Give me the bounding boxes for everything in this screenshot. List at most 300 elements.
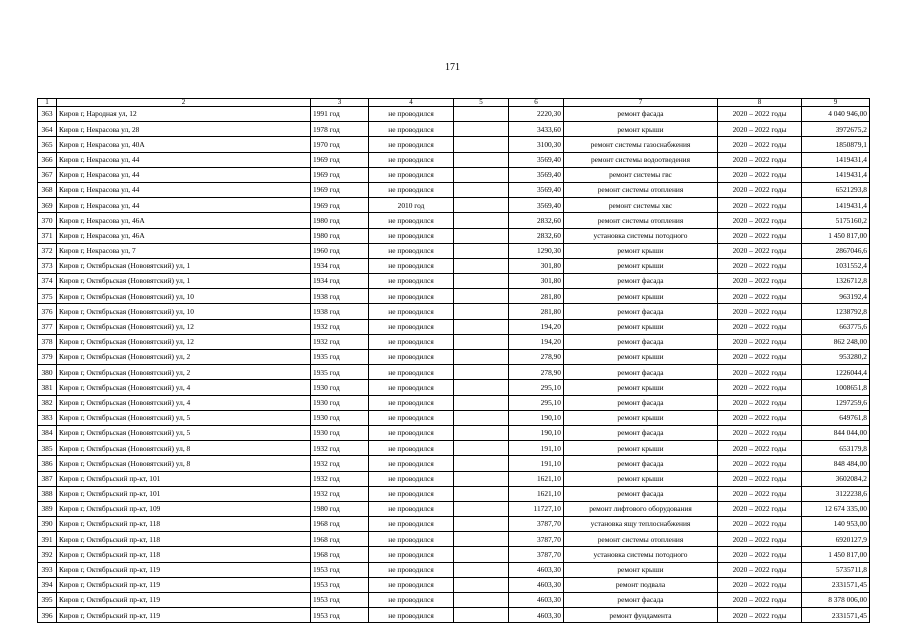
build-year-cell: 1938 год [311,304,369,319]
period-cell: 2020 – 2022 годы [718,228,802,243]
empty-cell [454,410,509,425]
last-repair-cell: не проводился [369,107,454,122]
cost-cell: 3602084,2 [802,471,870,486]
area-cell: 194,20 [509,319,564,334]
empty-cell [454,517,509,532]
row-number-cell: 381 [38,380,57,395]
last-repair-cell: не проводился [369,304,454,319]
column-header: 1 [38,99,57,107]
period-cell: 2020 – 2022 годы [718,289,802,304]
empty-cell [454,213,509,228]
area-cell: 301,80 [509,258,564,273]
period-cell: 2020 – 2022 годы [718,350,802,365]
row-number-cell: 378 [38,334,57,349]
cost-cell: 963192,4 [802,289,870,304]
build-year-cell: 1991 год [311,107,369,122]
last-repair-cell: не проводился [369,258,454,273]
row-number-cell: 386 [38,456,57,471]
address-cell: Киров г, Некрасова ул, 7 [57,243,311,258]
area-cell: 194,20 [509,334,564,349]
column-header: 2 [57,99,311,107]
address-cell: Киров г, Октябрьский пр-кт, 109 [57,501,311,516]
work-type-cell: установка системы потодного [564,228,718,243]
last-repair-cell: не проводился [369,137,454,152]
row-number-cell: 373 [38,258,57,273]
row-number-cell: 388 [38,486,57,501]
row-number-cell: 385 [38,441,57,456]
address-cell: Киров г, Октябрьский пр-кт, 119 [57,562,311,577]
build-year-cell: 1930 год [311,410,369,425]
table-row [38,562,870,577]
area-cell: 295,10 [509,380,564,395]
area-cell: 190,10 [509,425,564,440]
table-row [38,228,870,243]
row-number-cell: 384 [38,425,57,440]
last-repair-cell: не проводился [369,182,454,197]
table-row [38,532,870,547]
area-cell: 278,90 [509,365,564,380]
period-cell: 2020 – 2022 годы [718,441,802,456]
table-row [38,395,870,410]
repair-schedule-table [37,98,870,623]
work-type-cell: ремонт фасада [564,593,718,608]
cost-cell: 3122238,6 [802,486,870,501]
period-cell: 2020 – 2022 годы [718,258,802,273]
table-row [38,137,870,152]
cost-cell: 1419431,4 [802,152,870,167]
empty-cell [454,152,509,167]
build-year-cell: 1969 год [311,198,369,213]
table-row [38,547,870,562]
row-number-cell: 363 [38,107,57,122]
table-row [38,365,870,380]
address-cell: Киров г, Некрасова ул, 44 [57,152,311,167]
period-cell: 2020 – 2022 годы [718,593,802,608]
row-number-cell: 365 [38,137,57,152]
table-row [38,213,870,228]
table-row [38,198,870,213]
row-number-cell: 371 [38,228,57,243]
column-header: 8 [718,99,802,107]
last-repair-cell: не проводился [369,395,454,410]
table-row [38,107,870,122]
work-type-cell: ремонт системы водоотведения [564,152,718,167]
address-cell: Киров г, Октябрьский пр-кт, 118 [57,532,311,547]
build-year-cell: 1932 год [311,334,369,349]
period-cell: 2020 – 2022 годы [718,167,802,182]
empty-cell [454,182,509,197]
last-repair-cell: не проводился [369,167,454,182]
work-type-cell: установка ящу теплоснабжения [564,517,718,532]
address-cell: Киров г, Октябрьский пр-кт, 101 [57,486,311,501]
area-cell: 2220,30 [509,107,564,122]
empty-cell [454,486,509,501]
cost-cell: 1226044,4 [802,365,870,380]
work-type-cell: ремонт фасада [564,304,718,319]
empty-cell [454,441,509,456]
row-number-cell: 393 [38,562,57,577]
area-cell: 295,10 [509,395,564,410]
address-cell: Киров г, Октябрьская (Нововятский) ул, 12 [57,334,311,349]
empty-cell [454,137,509,152]
work-type-cell: ремонт крыши [564,258,718,273]
address-cell: Киров г, Октябрьская (Нововятский) ул, 2 [57,350,311,365]
period-cell: 2020 – 2022 годы [718,456,802,471]
last-repair-cell: не проводился [369,441,454,456]
build-year-cell: 1980 год [311,501,369,516]
empty-cell [454,547,509,562]
cost-cell: 6920127,9 [802,532,870,547]
last-repair-cell: не проводился [369,350,454,365]
address-cell: Киров г, Октябрьская (Нововятский) ул, 4 [57,395,311,410]
build-year-cell: 1932 год [311,441,369,456]
empty-cell [454,122,509,137]
empty-cell [454,577,509,592]
area-cell: 3569,40 [509,198,564,213]
address-cell: Киров г, Октябрьская (Нововятский) ул, 8 [57,456,311,471]
period-cell: 2020 – 2022 годы [718,334,802,349]
area-cell: 191,10 [509,441,564,456]
area-cell: 11727,10 [509,501,564,516]
work-type-cell: ремонт фасада [564,365,718,380]
build-year-cell: 1953 год [311,562,369,577]
cost-cell: 2331571,45 [802,608,870,623]
area-cell: 1290,30 [509,243,564,258]
cost-cell: 1031552,4 [802,258,870,273]
address-cell: Киров г, Октябрьская (Нововятский) ул, 4 [57,380,311,395]
area-cell: 281,80 [509,289,564,304]
row-number-cell: 394 [38,577,57,592]
cost-cell: 1326712,8 [802,274,870,289]
build-year-cell: 1932 год [311,471,369,486]
last-repair-cell: не проводился [369,532,454,547]
last-repair-cell: не проводился [369,562,454,577]
cost-cell: 953280,2 [802,350,870,365]
cost-cell: 1008651,8 [802,380,870,395]
last-repair-cell: не проводился [369,228,454,243]
empty-cell [454,593,509,608]
table-row [38,334,870,349]
row-number-cell: 392 [38,547,57,562]
empty-cell [454,562,509,577]
work-type-cell: ремонт крыши [564,380,718,395]
row-number-cell: 395 [38,593,57,608]
cost-cell: 2331571,45 [802,577,870,592]
area-cell: 4603,30 [509,608,564,623]
cost-cell: 3972675,2 [802,122,870,137]
build-year-cell: 1980 год [311,213,369,228]
address-cell: Киров г, Некрасова ул, 28 [57,122,311,137]
period-cell: 2020 – 2022 годы [718,547,802,562]
work-type-cell: ремонт крыши [564,410,718,425]
cost-cell: 1297259,6 [802,395,870,410]
address-cell: Киров г, Некрасова ул, 46А [57,228,311,243]
period-cell: 2020 – 2022 годы [718,152,802,167]
address-cell: Киров г, Октябрьская (Нововятский) ул, 1 [57,274,311,289]
address-cell: Киров г, Октябрьский пр-кт, 119 [57,577,311,592]
area-cell: 2832,60 [509,213,564,228]
empty-cell [454,501,509,516]
work-type-cell: ремонт крыши [564,289,718,304]
build-year-cell: 1932 год [311,319,369,334]
column-header: 5 [454,99,509,107]
period-cell: 2020 – 2022 годы [718,107,802,122]
area-cell: 278,90 [509,350,564,365]
address-cell: Киров г, Октябрьский пр-кт, 118 [57,517,311,532]
table-row [38,152,870,167]
build-year-cell: 1968 год [311,532,369,547]
last-repair-cell: не проводился [369,501,454,516]
work-type-cell: ремонт фасада [564,425,718,440]
table-row [38,274,870,289]
area-cell: 3569,40 [509,167,564,182]
build-year-cell: 1978 год [311,122,369,137]
table-row [38,380,870,395]
work-type-cell: ремонт крыши [564,471,718,486]
page-number: 171 [445,62,460,73]
last-repair-cell: не проводился [369,289,454,304]
period-cell: 2020 – 2022 годы [718,213,802,228]
row-number-cell: 372 [38,243,57,258]
work-type-cell: ремонт системы хвс [564,198,718,213]
table-row [38,456,870,471]
period-cell: 2020 – 2022 годы [718,122,802,137]
period-cell: 2020 – 2022 годы [718,517,802,532]
table-row [38,122,870,137]
row-number-cell: 396 [38,608,57,623]
area-cell: 3569,40 [509,152,564,167]
table-row [38,471,870,486]
build-year-cell: 1969 год [311,167,369,182]
build-year-cell: 1953 год [311,593,369,608]
address-cell: Киров г, Октябрьская (Нововятский) ул, 10 [57,304,311,319]
work-type-cell: ремонт фасада [564,486,718,501]
last-repair-cell: не проводился [369,365,454,380]
build-year-cell: 1968 год [311,517,369,532]
address-cell: Киров г, Некрасова ул, 44 [57,182,311,197]
cost-cell: 844 044,00 [802,425,870,440]
last-repair-cell: не проводился [369,334,454,349]
empty-cell [454,167,509,182]
work-type-cell: ремонт лифтового оборудования [564,501,718,516]
build-year-cell: 1953 год [311,577,369,592]
last-repair-cell: не проводился [369,274,454,289]
period-cell: 2020 – 2022 годы [718,410,802,425]
row-number-cell: 389 [38,501,57,516]
table-row [38,243,870,258]
build-year-cell: 1969 год [311,152,369,167]
cost-cell: 5735711,8 [802,562,870,577]
work-type-cell: ремонт системы отопления [564,182,718,197]
address-cell: Киров г, Октябрьская (Нововятский) ул, 5 [57,410,311,425]
empty-cell [454,608,509,623]
table-row [38,486,870,501]
row-number-cell: 382 [38,395,57,410]
period-cell: 2020 – 2022 годы [718,562,802,577]
table-row [38,258,870,273]
build-year-cell: 1970 год [311,137,369,152]
empty-cell [454,198,509,213]
area-cell: 4603,30 [509,577,564,592]
build-year-cell: 1935 год [311,365,369,380]
empty-cell [454,243,509,258]
work-type-cell: ремонт системы отопления [564,532,718,547]
last-repair-cell: не проводился [369,152,454,167]
build-year-cell: 1980 год [311,228,369,243]
build-year-cell: 1953 год [311,608,369,623]
table-body [38,107,870,623]
period-cell: 2020 – 2022 годы [718,532,802,547]
period-cell: 2020 – 2022 годы [718,137,802,152]
cost-cell: 1850879,1 [802,137,870,152]
build-year-cell: 1935 год [311,350,369,365]
work-type-cell: ремонт фасада [564,107,718,122]
cost-cell: 140 953,00 [802,517,870,532]
area-cell: 3100,30 [509,137,564,152]
empty-cell [454,395,509,410]
area-cell: 281,80 [509,304,564,319]
empty-cell [454,304,509,319]
cost-cell: 862 248,00 [802,334,870,349]
empty-cell [454,319,509,334]
build-year-cell: 1930 год [311,380,369,395]
work-type-cell: ремонт фундамента [564,608,718,623]
empty-cell [454,350,509,365]
build-year-cell: 1960 год [311,243,369,258]
row-number-cell: 374 [38,274,57,289]
column-header: 9 [802,99,870,107]
cost-cell: 6521293,8 [802,182,870,197]
last-repair-cell: не проводился [369,410,454,425]
area-cell: 3433,60 [509,122,564,137]
period-cell: 2020 – 2022 годы [718,182,802,197]
row-number-cell: 369 [38,198,57,213]
table-row [38,593,870,608]
last-repair-cell: не проводился [369,547,454,562]
last-repair-cell: не проводился [369,517,454,532]
build-year-cell: 1934 год [311,258,369,273]
work-type-cell: ремонт крыши [564,122,718,137]
row-number-cell: 364 [38,122,57,137]
cost-cell: 12 674 335,00 [802,501,870,516]
column-header: 6 [509,99,564,107]
column-header: 3 [311,99,369,107]
column-header: 7 [564,99,718,107]
period-cell: 2020 – 2022 годы [718,274,802,289]
cost-cell: 5175160,2 [802,213,870,228]
empty-cell [454,258,509,273]
build-year-cell: 1938 год [311,289,369,304]
work-type-cell: ремонт подвала [564,577,718,592]
area-cell: 4603,30 [509,593,564,608]
work-type-cell: ремонт фасада [564,456,718,471]
build-year-cell: 1932 год [311,486,369,501]
cost-cell: 8 378 006,00 [802,593,870,608]
area-cell: 301,80 [509,274,564,289]
cost-cell: 663775,6 [802,319,870,334]
address-cell: Киров г, Некрасова ул, 40А [57,137,311,152]
row-number-cell: 391 [38,532,57,547]
row-number-cell: 370 [38,213,57,228]
last-repair-cell: не проводился [369,456,454,471]
last-repair-cell: не проводился [369,213,454,228]
address-cell: Киров г, Октябрьский пр-кт, 119 [57,593,311,608]
period-cell: 2020 – 2022 годы [718,243,802,258]
empty-cell [454,365,509,380]
work-type-cell: ремонт крыши [564,243,718,258]
cost-cell: 1419431,4 [802,198,870,213]
row-number-cell: 383 [38,410,57,425]
address-cell: Киров г, Октябрьская (Нововятский) ул, 8 [57,441,311,456]
period-cell: 2020 – 2022 годы [718,577,802,592]
row-number-cell: 390 [38,517,57,532]
table-row [38,425,870,440]
work-type-cell: ремонт фасада [564,395,718,410]
area-cell: 4603,30 [509,562,564,577]
column-number-row [38,99,870,107]
address-cell: Киров г, Октябрьский пр-кт, 119 [57,608,311,623]
row-number-cell: 387 [38,471,57,486]
area-cell: 3787,70 [509,517,564,532]
empty-cell [454,289,509,304]
empty-cell [454,425,509,440]
cost-cell: 653179,8 [802,441,870,456]
period-cell: 2020 – 2022 годы [718,304,802,319]
row-number-cell: 380 [38,365,57,380]
last-repair-cell: не проводился [369,593,454,608]
work-type-cell: ремонт системы отопления [564,213,718,228]
build-year-cell: 1932 год [311,456,369,471]
build-year-cell: 1930 год [311,425,369,440]
row-number-cell: 368 [38,182,57,197]
empty-cell [454,228,509,243]
table-row [38,577,870,592]
table-row [38,501,870,516]
last-repair-cell: не проводился [369,486,454,501]
table-row [38,608,870,623]
last-repair-cell: не проводился [369,380,454,395]
cost-cell: 848 484,00 [802,456,870,471]
cost-cell: 1 450 817,00 [802,228,870,243]
area-cell: 3787,70 [509,547,564,562]
cost-cell: 649761,8 [802,410,870,425]
period-cell: 2020 – 2022 годы [718,471,802,486]
build-year-cell: 1968 год [311,547,369,562]
area-cell: 3569,40 [509,182,564,197]
cost-cell: 1419431,4 [802,167,870,182]
work-type-cell: ремонт крыши [564,319,718,334]
empty-cell [454,380,509,395]
address-cell: Киров г, Некрасова ул, 44 [57,167,311,182]
table-row [38,289,870,304]
last-repair-cell: не проводился [369,608,454,623]
work-type-cell: ремонт фасада [564,334,718,349]
build-year-cell: 1934 год [311,274,369,289]
last-repair-cell: не проводился [369,471,454,486]
table-row [38,167,870,182]
work-type-cell: ремонт фасада [564,274,718,289]
cost-cell: 2867046,6 [802,243,870,258]
period-cell: 2020 – 2022 годы [718,365,802,380]
build-year-cell: 1969 год [311,182,369,197]
address-cell: Киров г, Некрасова ул, 46А [57,213,311,228]
empty-cell [454,274,509,289]
empty-cell [454,532,509,547]
last-repair-cell: не проводился [369,577,454,592]
address-cell: Киров г, Некрасова ул, 44 [57,198,311,213]
work-type-cell: ремонт системы газоснабжения [564,137,718,152]
empty-cell [454,107,509,122]
